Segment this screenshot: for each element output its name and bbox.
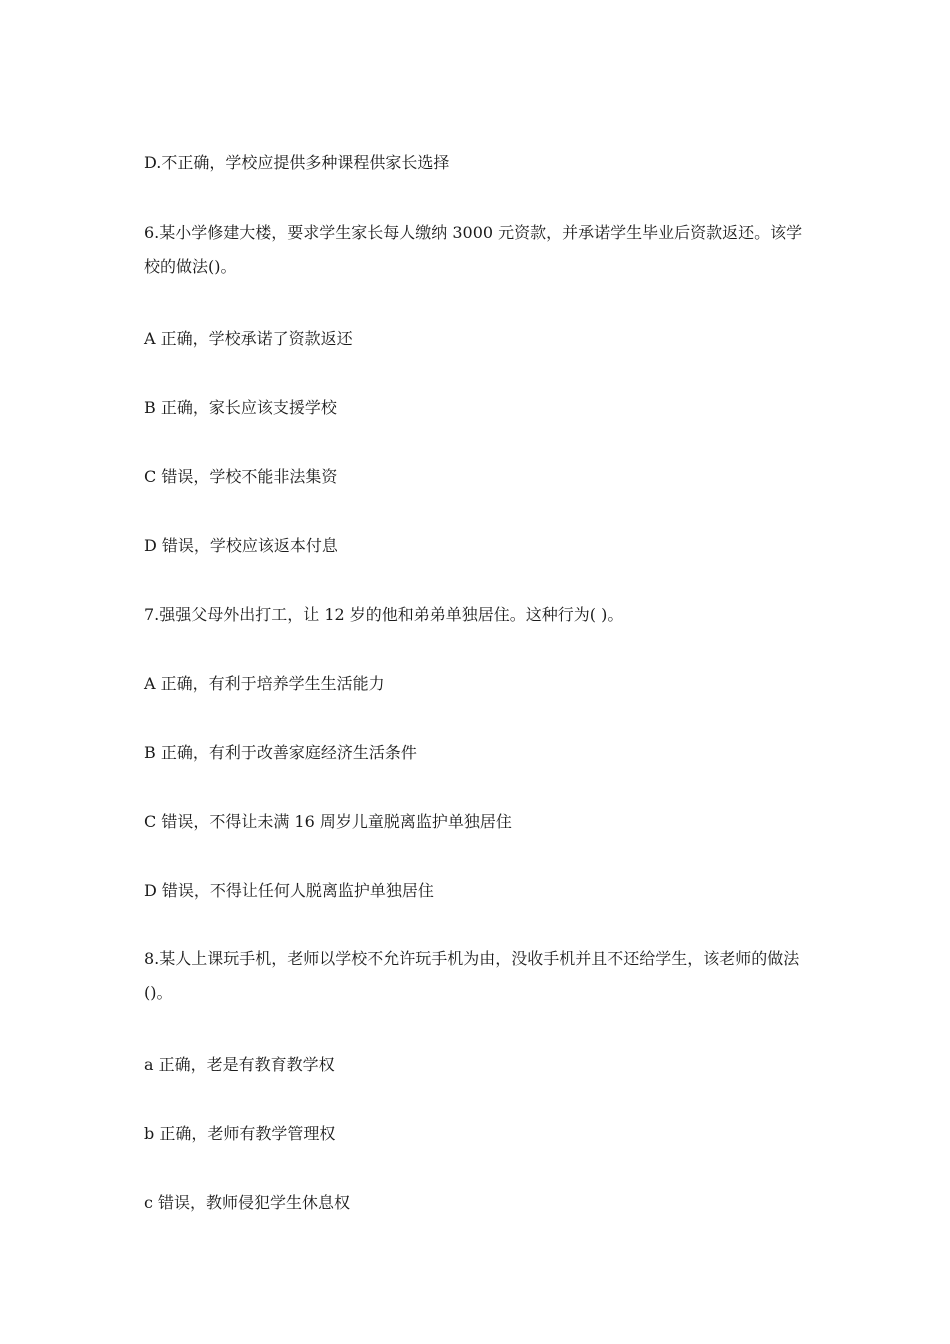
option-6a: A 正确，学校承诺了资款返还 — [144, 329, 353, 348]
option-7a: A 正确，有利于培养学生生活能力 — [144, 674, 385, 693]
option-7c: C 错误，不得让未满 16 周岁儿童脱离监护单独居住 — [144, 812, 512, 831]
option-6c: C 错误，学校不能非法集资 — [144, 467, 338, 486]
option-8b: b 正确，老师有教学管理权 — [144, 1124, 336, 1143]
option-7b: B 正确，有利于改善家庭经济生活条件 — [144, 743, 417, 762]
question-8: 8.某人上课玩手机，老师以学校不允许玩手机为由，没收手机并且不还给学生，该老师的做法()。 — [144, 949, 800, 1002]
option-7d: D 错误，不得让任何人脱离监护单独居住 — [144, 881, 434, 900]
option-6d: D 错误，学校应该返本付息 — [144, 536, 338, 555]
option-8c: c 错误，教师侵犯学生休息权 — [144, 1193, 351, 1212]
option-5d: D.不正确，学校应提供多种课程供家长选择 — [144, 153, 450, 172]
option-6b: B 正确，家长应该支援学校 — [144, 398, 337, 417]
question-7: 7.强强父母外出打工，让 12 岁的他和弟弟单独居住。这种行为( )。 — [144, 605, 624, 624]
option-8a: a 正确，老是有教育教学权 — [144, 1055, 335, 1074]
question-6: 6.某小学修建大楼，要求学生家长每人缴纳 3000 元资款，并承诺学生毕业后资款返还。该学校的做法()。 — [144, 223, 803, 276]
